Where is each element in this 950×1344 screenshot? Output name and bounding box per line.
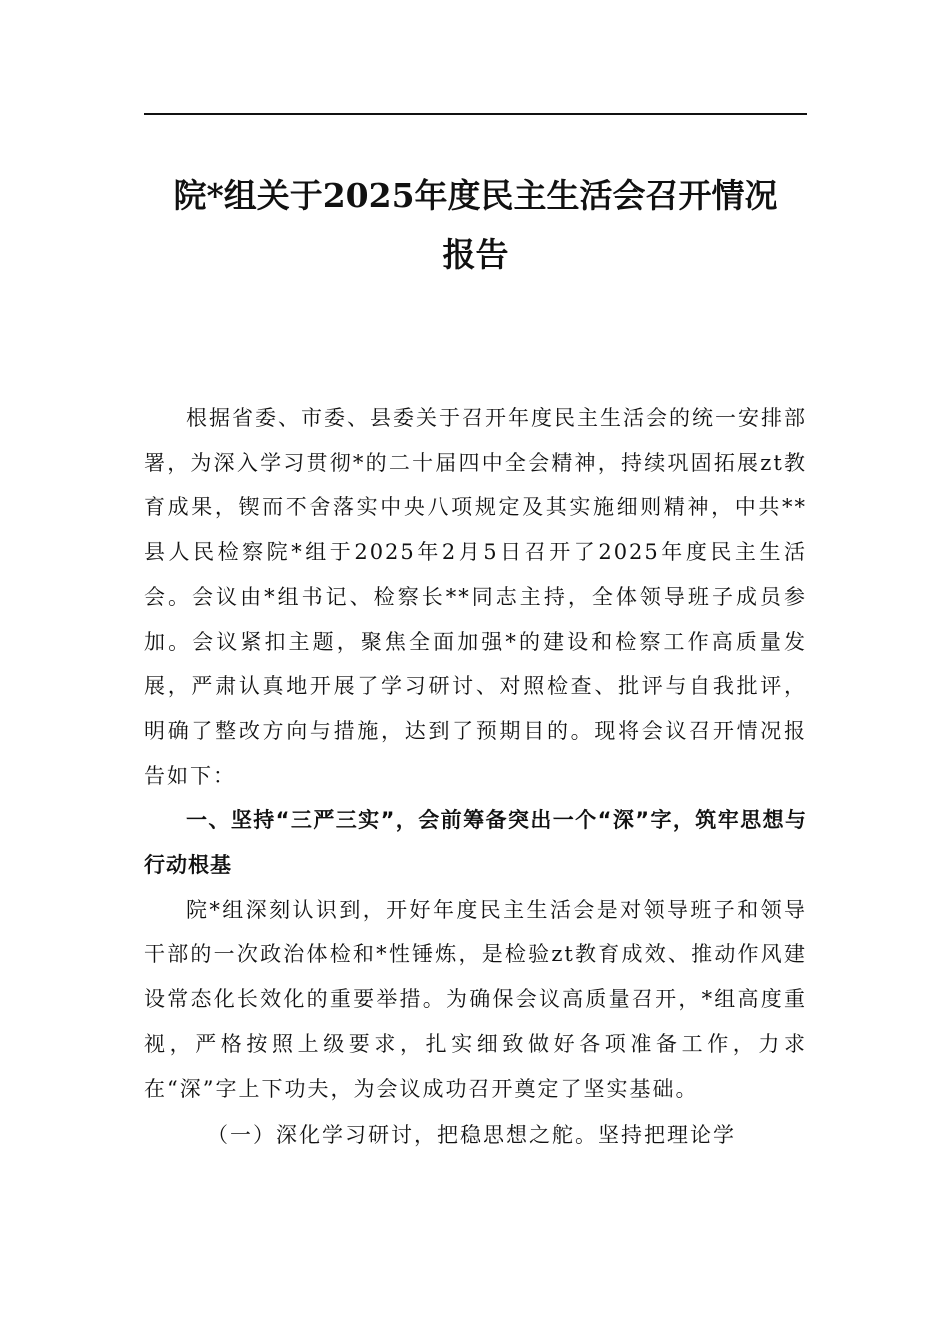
section-1-heading: 一、坚持“三严三实”，会前筹备突出一个“深”字，筑牢思想与行动根基 [144, 808, 807, 878]
section-1-paragraph: 院*组深刻认识到，开好年度民主生活会是对领导班子和领导干部的一次政治体检和*性锤炼，是检验zt教育成效、推动作风建设常态化长效化的重要举措。为确保会议高质量召开，*组高度重视，严格按照上级要求，扎实细致做好各项准备工作，力求在“深”字上下功夫，为会议成功召开奠定了坚实基础。 [144, 897, 807, 1101]
title-line-2: 报告 [442, 235, 509, 274]
document-body [144, 396, 807, 1158]
title-line-1: 院*组关于2025年度民主生活会召开情况 [173, 176, 778, 215]
header-rule [144, 113, 807, 115]
document-title [144, 166, 807, 284]
subsection-1-paragraph: （一）深化学习研讨，把稳思想之舵。坚持把理论学 [207, 1123, 736, 1148]
intro-paragraph: 根据省委、市委、县委关于召开年度民主生活会的统一安排部署，为深入学习贯彻*的二十届四中全会精神，持续巩固拓展zt教育成果，锲而不舍落实中央八项规定及其实施细则精神，中共**县人民检察院*组于2025年2月5日召开了2025年度民主生活会。会议由*组书记、检察长**同志主持，全体领导班子成员参加。会议紧扣主题，聚焦全面加强*的建设和检察工作高质量发展，严肃认真地开展了学习研讨、对照检查、批评与自我批评，明确了整改方向与措施，达到了预期目的。现将会议召开情况报告如下： [144, 406, 807, 788]
